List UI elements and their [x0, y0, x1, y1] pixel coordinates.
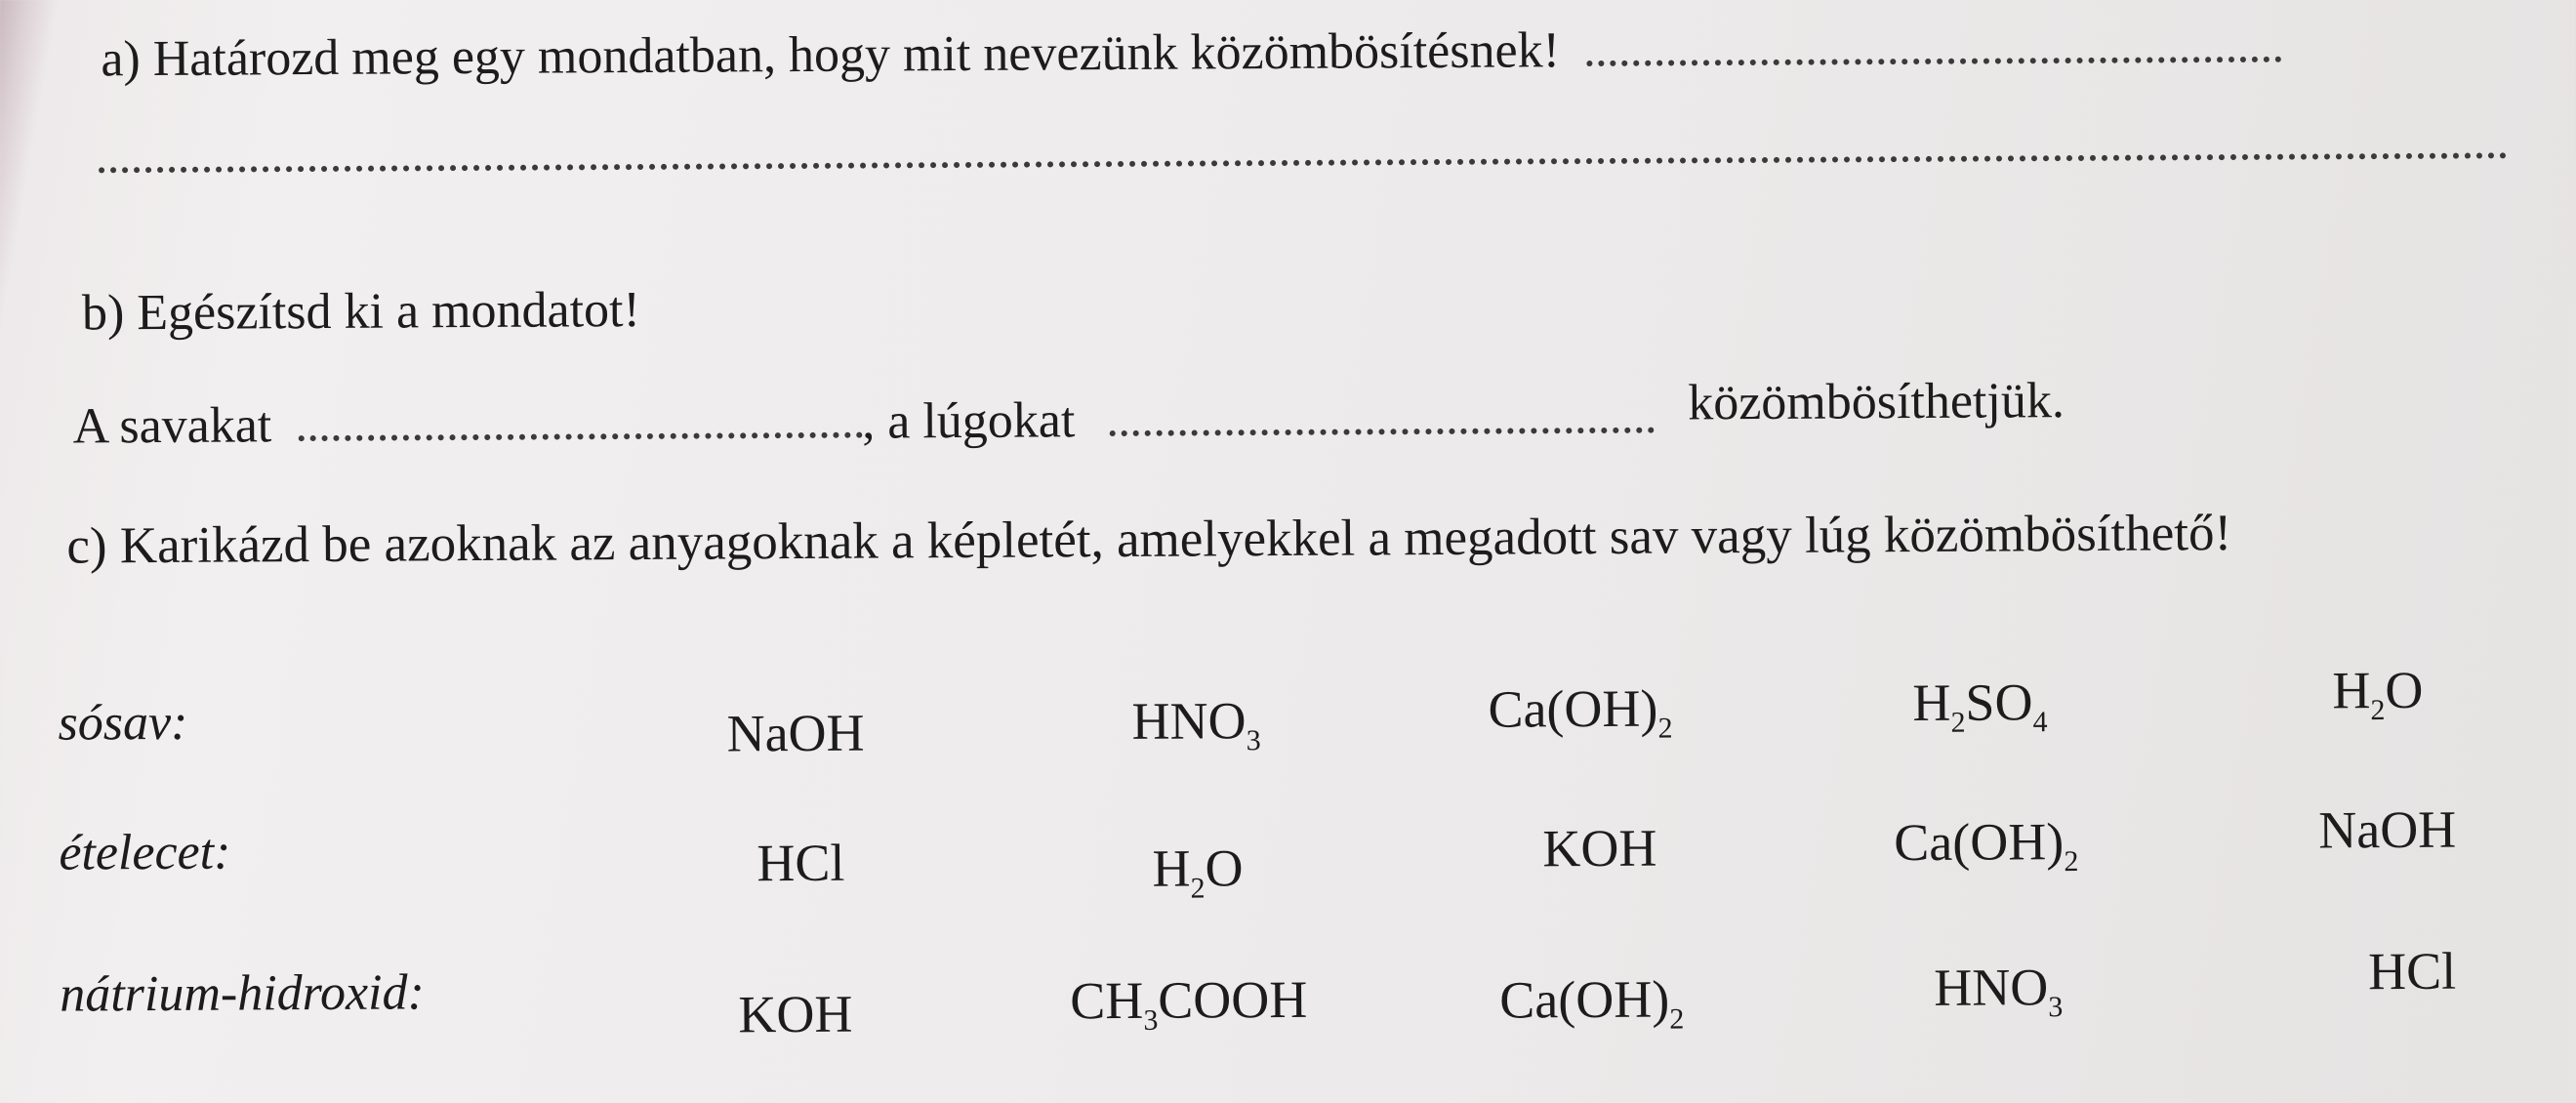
formula-subscript: 3	[1246, 724, 1261, 757]
formula-subscript: 2	[2370, 694, 2386, 727]
formula-text: O	[1205, 838, 1244, 898]
formula-text: NaOH	[2318, 799, 2457, 860]
formula-option[interactable]	[1499, 969, 1685, 1036]
row-label: sósav:	[58, 694, 188, 752]
formula-text: H	[1912, 673, 1951, 733]
formula-text: Ca(OH)	[1488, 678, 1658, 739]
formula-text: COOH	[1158, 969, 1308, 1030]
formula-option[interactable]	[1542, 819, 1656, 878]
task-a-question: a) Határozd meg egy mondatban, hogy mit nevezünk közömbösítésnek!	[101, 22, 1561, 88]
task-b-part3: közömbösíthetjük.	[1688, 373, 2065, 431]
task-c-heading: c) Karikázd be azoknak az anyagoknak a képletét, amelyekkel a megadott sav vagy lúg közömbösíthető!	[66, 505, 2232, 575]
formula-option[interactable]	[756, 834, 844, 893]
formula-subscript: 2	[1669, 1002, 1685, 1036]
formula-text: NaOH	[726, 703, 865, 763]
task-a-answer-blank-1[interactable]	[1586, 20, 2281, 66]
formula-subscript: 2	[1657, 712, 1673, 745]
formula-text: HNO	[1131, 691, 1247, 751]
formula-option[interactable]	[1934, 958, 2064, 1024]
task-b-blank-acids[interactable]	[298, 395, 862, 442]
formula-text: HNO	[1934, 958, 2049, 1017]
formula-option[interactable]	[2368, 942, 2456, 1001]
formula-subscript: 3	[1143, 1003, 1159, 1037]
formula-text: H	[2332, 661, 2371, 720]
formula-text: Ca(OH)	[1894, 812, 2065, 873]
formula-option[interactable]	[726, 704, 864, 763]
task-a-answer-line	[99, 113, 2508, 186]
formula-option[interactable]	[1070, 969, 1308, 1037]
formula-option[interactable]	[1912, 673, 2048, 739]
task-b-part1: A savakat	[72, 397, 272, 455]
task-b-sentence	[72, 373, 2065, 456]
task-b-heading: b) Egészítsd ki a mondatot!	[81, 282, 641, 342]
formula-text: KOH	[738, 984, 853, 1044]
formula-subscript: 3	[2048, 991, 2064, 1024]
formula-option[interactable]	[1488, 678, 1673, 745]
formula-text: SO	[1965, 673, 2033, 732]
formula-text: HCl	[2367, 941, 2457, 1001]
task-b-part2: , a lúgokat	[862, 392, 1076, 450]
task-a-answer-blank-2[interactable]	[99, 115, 2508, 173]
task-a-line	[101, 18, 2281, 90]
formula-option[interactable]	[1894, 812, 2079, 878]
formula-text: KOH	[1542, 818, 1657, 878]
formula-text: O	[2385, 660, 2424, 720]
formula-text: H	[1152, 838, 1191, 898]
formula-subscript: 4	[2032, 706, 2048, 739]
formula-subscript: 2	[1950, 706, 1966, 739]
formula-option[interactable]	[2332, 660, 2424, 727]
row-label: nátrium-hidroxid:	[60, 964, 426, 1023]
formula-subscript: 2	[1190, 872, 1206, 905]
task-b-blank-bases[interactable]	[1109, 390, 1654, 436]
formula-option[interactable]	[2318, 800, 2456, 860]
row-label: ételecet:	[59, 824, 231, 881]
formula-option[interactable]	[738, 985, 852, 1044]
formula-subscript: 2	[2064, 845, 2079, 878]
formula-option[interactable]	[1152, 838, 1244, 905]
formula-text: CH	[1070, 970, 1144, 1031]
formula-option[interactable]	[1131, 691, 1261, 757]
formula-text: Ca(OH)	[1499, 969, 1670, 1030]
formula-text: HCl	[756, 833, 845, 893]
